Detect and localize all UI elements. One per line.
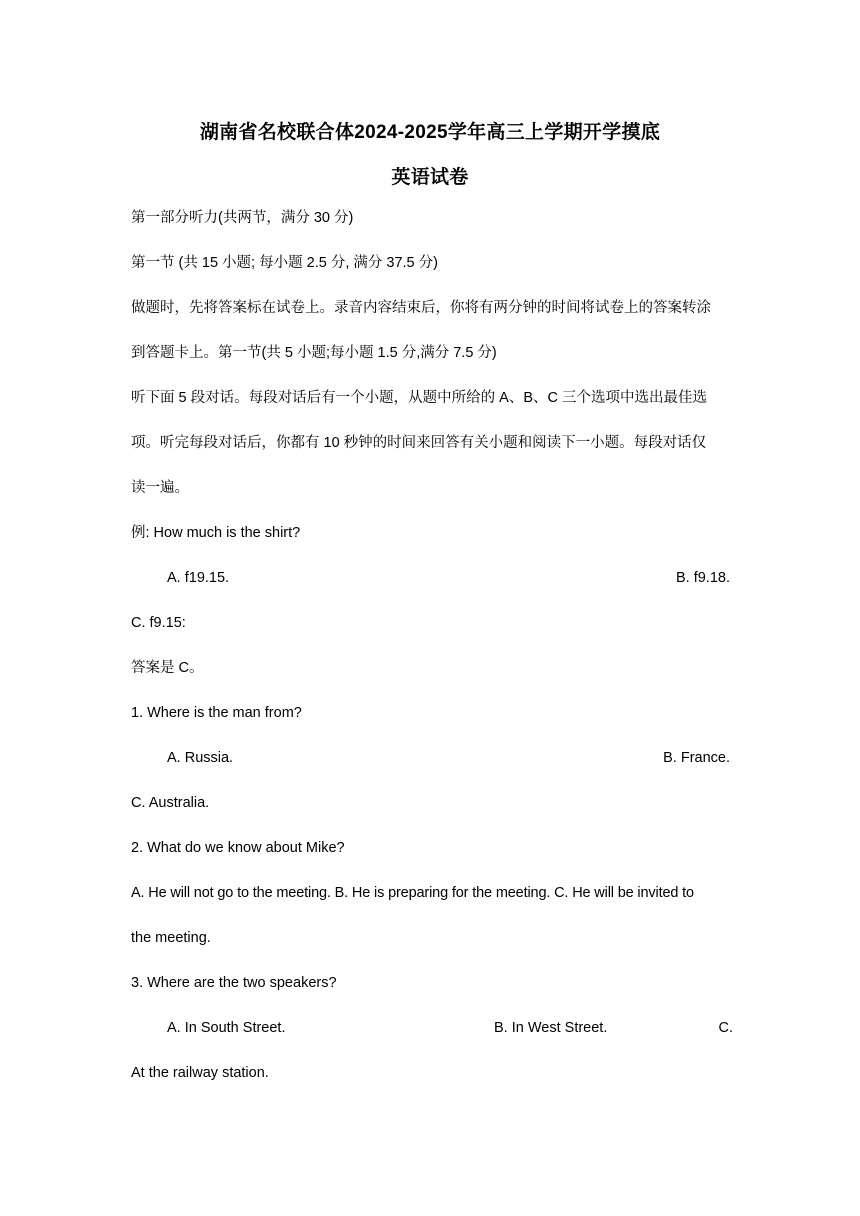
instruction-line: 读一遍。 [131, 480, 189, 496]
instruction-line: 听下面 5 段对话。每段对话后有一个小题，从题中所给的 A、B、C 三个选项中选出最佳选 [131, 390, 707, 406]
question-3: 3. Where are the two speakers? [131, 975, 337, 991]
question-1-option-a: A. Russia. [167, 750, 234, 766]
example-answer: 答案是 C。 [131, 660, 204, 676]
section-one-heading: 第一节 (共 15 小题; 每小题 2.5 分, 满分 37.5 分) [131, 255, 438, 271]
question-3-option-c-text: At the railway station. [131, 1065, 269, 1081]
instruction-line: 到答题卡上。第一节(共 5 小题;每小题 1.5 分,满分 7.5 分) [131, 345, 497, 361]
question-1-option-c: C. Australia. [131, 795, 210, 811]
instruction-line: 做题时，先将答案标在试卷上。录音内容结束后，你将有两分钟的时间将试卷上的答案转涂 [131, 300, 711, 316]
instruction-line: 项。听完每段对话后，你都有 10 秒钟的时间来回答有关小题和阅读下一小题。每段对话仅 [131, 435, 707, 451]
section-part-heading: 第一部分听力(共两节，满分 30 分) [131, 210, 354, 226]
question-2-options-continued: the meeting. [131, 930, 211, 946]
example-option-c: C. f9.15: [131, 615, 186, 631]
question-2: 2. What do we know about Mike? [131, 840, 345, 856]
example-option-a: A. f19.15. [167, 570, 230, 586]
example-option-b: B. f9.18. [675, 570, 730, 586]
question-1-option-b: B. France. [663, 750, 730, 766]
question-1: 1. Where is the man from? [131, 705, 302, 721]
question-3-option-b: B. In West Street. [494, 1020, 608, 1036]
question-3-option-a: A. In South Street. [167, 1020, 286, 1036]
exam-subtitle: 英语试卷 [391, 167, 469, 188]
exam-title: 湖南省名校联合体2024-2025学年高三上学期开学摸底 [199, 122, 661, 143]
question-2-options: A. He will not go to the meeting. B. He is preparing for the meeting. C. He will be invited to [131, 885, 694, 901]
question-3-option-c-label: C. [718, 1020, 733, 1036]
example-question: 例: How much is the shirt? [131, 525, 301, 541]
